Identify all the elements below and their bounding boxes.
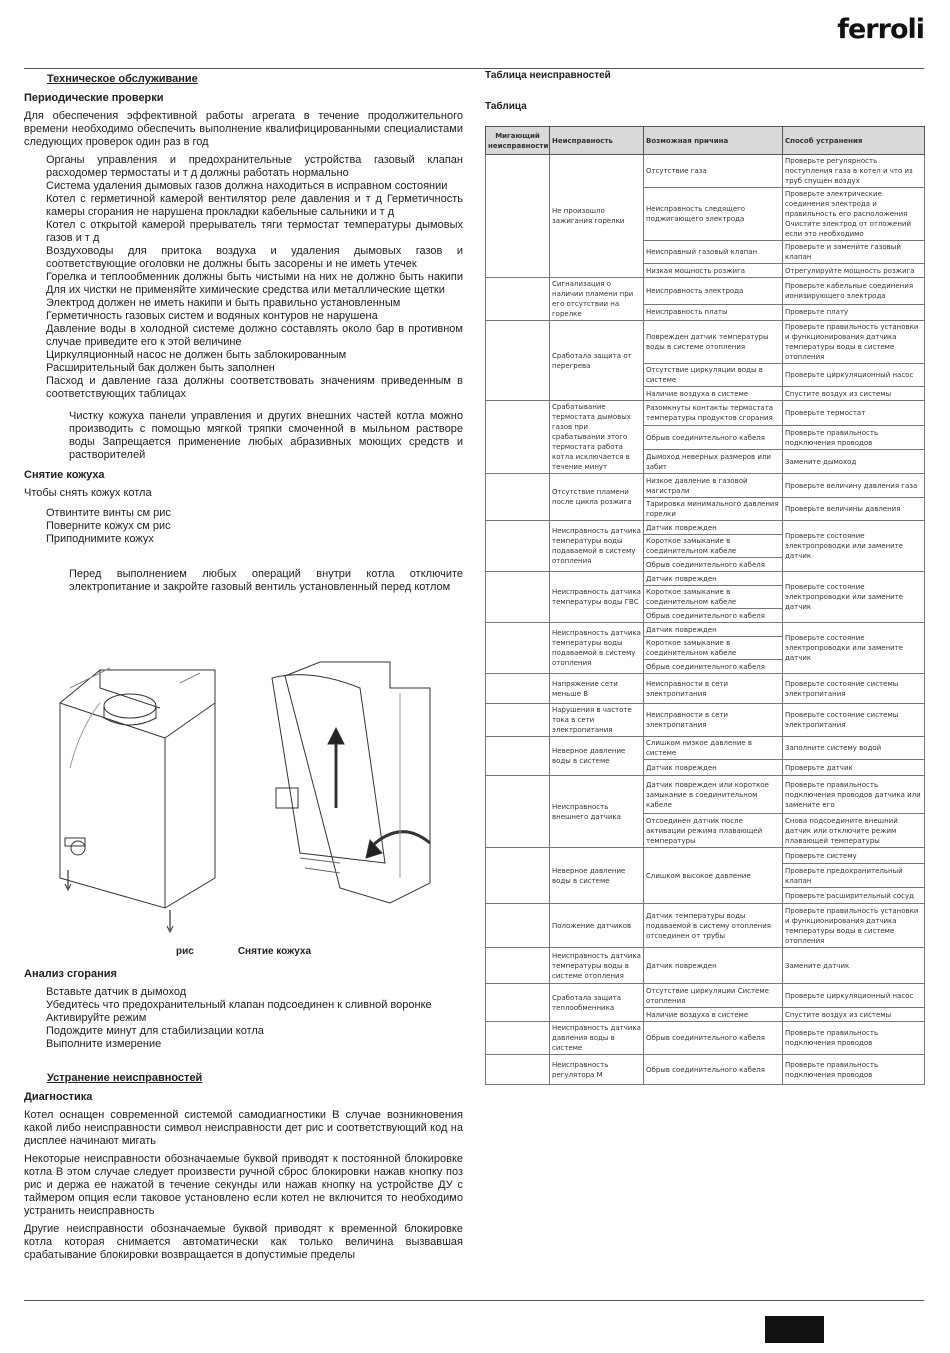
periodic-checks-intro: Для обеспечения эффективной работы агрегата в течение продолжительного времени необходимо обеспечить выполнение квалифицированными специалистами следующих проверок один раз в год (24, 110, 463, 148)
header-rule (24, 68, 924, 69)
fault-table-row (486, 401, 925, 426)
remedy-cell: Спустите воздух из системы (783, 387, 925, 401)
combustion-heading: Анализ сгорания (24, 968, 117, 980)
remedy-cell: Проверьте состояние электропроводки или замените датчик (783, 623, 925, 674)
cause-cell: Неисправности в сети электропитания (644, 704, 783, 737)
fault-cell: Сигнализация о наличии пламени при его отсутствии на горелке (550, 278, 644, 321)
fault-table-row (486, 776, 925, 814)
fault-cell: Неисправность датчика температуры воды подаваемой в систему отопления (550, 623, 644, 674)
cause-cell: Дымоход неверных размеров или забит (644, 450, 783, 474)
cover-step: Отвинтите винты см рис (46, 507, 171, 519)
fault-code-cell (486, 1055, 550, 1085)
cover-panel (272, 675, 385, 863)
cause-cell: Тарировка минимального давления горелки (644, 498, 783, 521)
remedy-cell: Проверьте правильность подключения проводов датчика или замените его (783, 776, 925, 814)
cause-cell: Датчик поврежден (644, 623, 783, 637)
fault-cell: Неисправность датчика температуры воды в системе отопления (550, 948, 644, 984)
figure-caption-title: Снятие кожуха (237, 946, 312, 957)
fault-cell: Неисправность внешнего датчика (550, 776, 644, 848)
cause-cell: Датчик поврежден или короткое замыкание в соединительном кабеле (644, 776, 783, 814)
fault-code-cell (486, 948, 550, 984)
remedy-cell: Проверьте и замените газовый клапан (783, 241, 925, 264)
remedy-cell: Спустите воздух из системы (783, 1008, 925, 1022)
fault-code-cell (486, 1022, 550, 1055)
diagnostics-para-3: Другие неисправности обозначаемые буквой приводят к временной блокировке котла которая снимается автоматически как только величина вызвавшая срабатывание блокировки возвращается в допустимые пределы (24, 1223, 463, 1261)
fault-cell: Неверное давление воды в системе (550, 737, 644, 776)
fault-table (485, 126, 925, 1085)
fault-table-title: Таблица неисправностей (485, 70, 611, 81)
fault-cell: Неисправность датчика давления воды в системе (550, 1022, 644, 1055)
cover-removal-heading: Снятие кожуха (24, 469, 105, 481)
remedy-cell: Проверьте состояние электропроводки или замените датчик (783, 521, 925, 572)
fault-cell: Сработала защита теплообменника (550, 984, 644, 1022)
cause-cell: Датчик поврежден (644, 521, 783, 535)
combustion-step: Вставьте датчик в дымоход (46, 986, 187, 998)
fault-cell: Срабатывание термостата дымовых газов при срабатывании этого термостата работа котла исключается в течение минут (550, 401, 644, 474)
remedy-cell: Проверьте состояние системы электропитания (783, 704, 925, 737)
boiler-body-open (285, 662, 430, 903)
diagnostics-para-1: Котел оснащен современной системой самодиагностики В случае возникновения какой либо неисправности символ неисправности дет рис и соответствующий код на дисплее начинают мигать (24, 1109, 463, 1147)
safety-note: Перед выполнением любых операций внутри котла отключите электропитание и закройте газовый вентиль установленный перед котлом (69, 568, 463, 593)
cause-cell: Наличие воздуха в системе (644, 1008, 783, 1022)
fault-cell: Не произошло зажигания горелки (550, 155, 644, 278)
gauge-icon (71, 841, 85, 855)
cause-cell: Разомкнуты контакты термостата температуры продуктов сгорания (644, 401, 783, 426)
fault-code-cell (486, 521, 550, 572)
fault-cell: Неисправность датчика температуры воды подаваемой в систему отопления (550, 521, 644, 572)
figure-caption-ref: рис (176, 946, 194, 957)
remedy-cell: Проверьте состояние системы электропитания (783, 674, 925, 704)
cover-removal-figure (40, 648, 460, 938)
fault-cell: Напряжение сети меньше В (550, 674, 644, 704)
brand-logo: ferroli (837, 14, 924, 45)
section-maintenance-title: Техническое обслуживание (47, 73, 198, 85)
diagnostics-heading: Диагностика (24, 1091, 93, 1103)
remedy-cell: Проверьте правильность подключения проводов (783, 1022, 925, 1055)
fault-table-row (486, 521, 925, 535)
fault-table-row (486, 623, 925, 637)
combustion-step: Подождите минут для стабилизации котла (46, 1025, 264, 1037)
check-item: Герметичность газовых систем и водяных контуров не нарушена (46, 310, 378, 322)
remedy-cell: Проверьте величины давления (783, 498, 925, 521)
cover-removal-intro: Чтобы снять кожух котла (24, 487, 152, 499)
cause-cell: Обрыв соединительного кабеля (644, 1022, 783, 1055)
remedy-cell: Замените дымоход (783, 450, 925, 474)
page-number-box (765, 1316, 824, 1343)
remedy-cell: Проверьте регулярность поступления газа в котел и что из труб спущен воздух (783, 155, 925, 188)
check-item: Органы управления и предохранительные устройства газовый клапан расходомер термостаты и т д должны работать нормально (46, 154, 463, 179)
footer-rule (24, 1300, 924, 1301)
col-fault: Неисправность (550, 127, 644, 155)
cause-cell: Отсутствие циркуляции Системе отопления (644, 984, 783, 1008)
diagnostics-para-2: Некоторые неисправности обозначаемые буквой приводят к постоянной блокировке котла В этом случае следует произвести ручной сброс блокировки нажав кнопку поз рис и держа ее нажатой в течение секунды или нажав кнопку на устройстве ДУ с таймером опция если таковое установлено если котел не включится то необходимо устранить неисправность (24, 1153, 463, 1217)
left-column-lower (24, 965, 463, 1262)
cause-cell: Обрыв соединительного кабеля (644, 660, 783, 674)
cause-cell: Датчик поврежден (644, 760, 783, 776)
col-remedy: Способ устранения (783, 127, 925, 155)
fault-table-header (486, 127, 925, 155)
check-item: Воздуховоды для притока воздуха и удаления дымовых газов и соответствующие оголовки не должны быть засорены и не иметь утечек (46, 245, 463, 270)
left-column (24, 70, 463, 594)
cause-cell: Поврежден датчик температуры воды в системе отопления (644, 321, 783, 364)
remedy-cell: Проверьте правильность установки и функционирования датчика температуры воды в системе отопления (783, 904, 925, 948)
cause-cell: Отсутствие газа (644, 155, 783, 188)
fault-code-cell (486, 321, 550, 401)
remedy-cell: Проверьте расширительный сосуд (783, 888, 925, 904)
cleaning-note: Чистку кожуха панели управления и других внешних частей котла можно производить с помощью мягкой тряпки смоченной в мыльном растворе воды Запрещается применение любых абразивных моющих средств и растворителей (69, 410, 463, 461)
fault-table-row (486, 674, 925, 704)
fault-table-subtitle: Таблица (485, 101, 527, 112)
check-item: Котел с открытой камерой прерыватель тяги термостат температуры дымовых газов и т д (46, 219, 463, 244)
remedy-cell: Проверьте циркуляционный насос (783, 364, 925, 387)
cause-cell: Обрыв соединительного кабеля (644, 558, 783, 572)
col-code: Мигающий неисправности (486, 127, 550, 155)
combustion-step: Выполните измерение (46, 1038, 162, 1050)
cause-cell: Датчик температуры воды подаваемой в систему отопления отсоединен от трубы (644, 904, 783, 948)
cause-cell: Неисправность следящего поджигающего электрода (644, 188, 783, 241)
cause-cell: Короткое замыкание в соединительном кабеле (644, 535, 783, 558)
check-item: Давление воды в холодной системе должно составлять около бар в противном случае приведите его к этой величине (46, 323, 463, 348)
fault-table-row (486, 848, 925, 864)
remedy-cell: Проверьте правильность подключения проводов (783, 426, 925, 450)
fault-table-row (486, 278, 925, 305)
section-troubleshooting-title: Устранение неисправностей (47, 1072, 203, 1084)
remedy-cell: Проверьте правильность подключения проводов (783, 1055, 925, 1085)
fault-code-cell (486, 474, 550, 521)
cause-cell: Обрыв соединительного кабеля (644, 609, 783, 623)
fault-code-cell (486, 674, 550, 704)
check-item: Система удаления дымовых газов должна находиться в исправном состоянии (46, 180, 448, 192)
check-item: Пасход и давление газа должны соответствовать значениям приведенным в соответствующих таблицах (46, 375, 463, 400)
fault-code-cell (486, 848, 550, 904)
cause-cell: Неисправность платы (644, 304, 783, 320)
remedy-cell: Проверьте циркуляционный насос (783, 984, 925, 1008)
cover-step: Приподнимите кожух (46, 533, 154, 545)
remedy-cell: Проверьте кабельные соединения ионизирующего электрода (783, 278, 925, 305)
cause-cell: Датчик поврежден (644, 572, 783, 586)
fault-table-row (486, 1022, 925, 1055)
fault-code-cell (486, 278, 550, 321)
fault-code-cell (486, 155, 550, 278)
remedy-cell: Заполните систему водой (783, 737, 925, 760)
cause-cell: Низкая мощность розжига (644, 264, 783, 278)
fault-table-row (486, 984, 925, 1008)
cause-cell: Отсоединен датчик после активации режима плавающей температуры (644, 814, 783, 848)
fault-code-cell (486, 904, 550, 948)
remedy-cell: Проверьте величину давления газа (783, 474, 925, 498)
fault-cell: Неисправность датчика температуры воды ГВС (550, 572, 644, 623)
cause-cell: Короткое замыкание в соединительном кабеле (644, 586, 783, 609)
fault-table-row (486, 1055, 925, 1085)
remedy-cell: Проверьте правильность установки и функционирования датчика температуры воды в системе отопления (783, 321, 925, 364)
remedy-cell: Проверьте предохранительный клапан (783, 864, 925, 888)
remedy-cell: Проверьте электрические соединения электрода и правильность его расположения Очистите электрод от отложений если это необходимо (783, 188, 925, 241)
cause-cell: Датчик поврежден (644, 948, 783, 984)
cause-cell: Наличие воздуха в системе (644, 387, 783, 401)
fault-cell: Положение датчиков (550, 904, 644, 948)
fault-table-row (486, 948, 925, 984)
remedy-cell: Проверьте термостат (783, 401, 925, 426)
fault-code-cell (486, 737, 550, 776)
check-item: Горелка и теплообменник должны быть чистыми на них не должно быть накипи Для их чистки не применяйте химические средства или металлические щетки (46, 271, 463, 296)
fault-cell: Отсутствие пламени после цикла розжига (550, 474, 644, 521)
fault-cell: Неверное давление воды в системе (550, 848, 644, 904)
remedy-cell: Проверьте плату (783, 304, 925, 320)
fault-table-row (486, 572, 925, 586)
fault-code-cell (486, 776, 550, 848)
check-item: Электрод должен не иметь накипи и быть правильно установленным (46, 297, 401, 309)
check-item: Котел с герметичной камерой вентилятор реле давления и т д Герметичность камеры сгорания не нарушена прокладки кабельные сальники и т д (46, 193, 463, 218)
cause-cell: Обрыв соединительного кабеля (644, 1055, 783, 1085)
remedy-cell: Проверьте систему (783, 848, 925, 864)
check-item: Циркуляционный насос не должен быть заблокированным (46, 349, 347, 361)
cause-cell: Отсутствие циркуляции воды в системе (644, 364, 783, 387)
periodic-checks-heading: Периодические проверки (24, 92, 164, 104)
fault-table-row (486, 321, 925, 364)
fault-table-row (486, 737, 925, 760)
cause-cell: Короткое замыкание в соединительном кабеле (644, 637, 783, 660)
cause-cell: Слишком высокое давление (644, 848, 783, 904)
cause-cell: Слишком низкое давление в системе (644, 737, 783, 760)
arrow-up-icon (328, 728, 344, 744)
fault-table-row (486, 155, 925, 188)
fault-code-cell (486, 623, 550, 674)
fault-cell: Неисправность регулятора М (550, 1055, 644, 1085)
fault-code-cell (486, 704, 550, 737)
combustion-step: Убедитесь что предохранительный клапан подсоединен к сливной воронке (46, 999, 432, 1011)
cause-cell: Неисправность электрода (644, 278, 783, 305)
right-column (485, 70, 924, 112)
cause-cell: Неисправный газовый клапан (644, 241, 783, 264)
combustion-step: Активируйте режим (46, 1012, 147, 1024)
boiler-body-closed (60, 670, 215, 908)
fault-cell: Сработала защита от перегрева (550, 321, 644, 401)
fault-code-cell (486, 984, 550, 1022)
remedy-cell: Снова подсоедините внешний датчик или отключите режим плавающей температуры (783, 814, 925, 848)
remedy-cell: Замените датчик (783, 948, 925, 984)
cause-cell: Обрыв соединительного кабеля (644, 426, 783, 450)
fault-cell: Нарушения в частоте тока в сети электропитания (550, 704, 644, 737)
remedy-cell: Проверьте состояние электропроводки или замените датчик (783, 572, 925, 623)
fault-code-cell (486, 401, 550, 474)
remedy-cell: Отрегулируйте мощность розжига (783, 264, 925, 278)
figure-caption (176, 946, 311, 957)
remedy-cell: Проверьте датчик (783, 760, 925, 776)
fault-table-row (486, 474, 925, 498)
cover-step: Поверните кожух см рис (46, 520, 171, 532)
fault-table-row (486, 904, 925, 948)
col-cause: Возможная причина (644, 127, 783, 155)
cause-cell: Неисправности в сети электропитания (644, 674, 783, 704)
check-item: Расширительный бак должен быть заполнен (46, 362, 275, 374)
fault-code-cell (486, 572, 550, 623)
cause-cell: Низкое давление в газовой магистрали (644, 474, 783, 498)
fault-table-row (486, 704, 925, 737)
